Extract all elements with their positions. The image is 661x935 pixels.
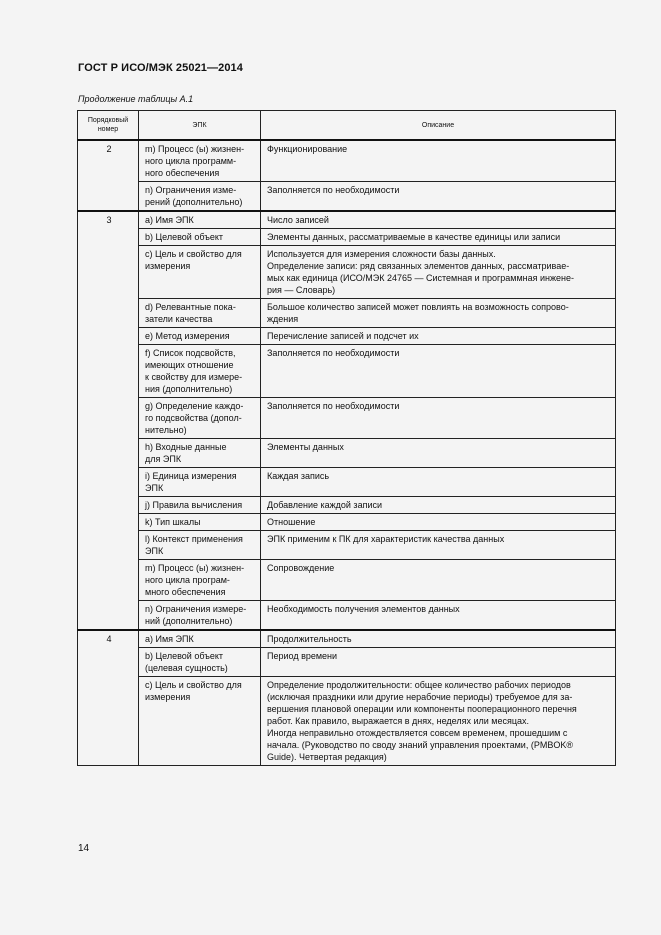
table-row — [78, 229, 616, 246]
description-cell: Функционирование — [261, 140, 616, 182]
epk-cell: j) Правила вычисления — [139, 497, 261, 514]
description-cell: Заполняется по необходимости — [261, 398, 616, 439]
epk-cell: b) Целевой объект — [139, 229, 261, 246]
description-cell: Перечисление записей и подсчет их — [261, 328, 616, 345]
table-row — [78, 560, 616, 601]
epk-cell: h) Входные данные для ЭПК — [139, 439, 261, 468]
epk-cell: m) Процесс (ы) жизнен- ного цикла программ- ного обеспечения — [139, 140, 261, 182]
table-row — [78, 182, 616, 212]
epk-cell: n) Ограничения измере- ний (дополнительно) — [139, 601, 261, 631]
table-row — [78, 328, 616, 345]
epk-cell: a) Имя ЭПК — [139, 211, 261, 229]
description-cell: Отношение — [261, 514, 616, 531]
description-cell: Элементы данных, рассматриваемые в качестве единицы или записи — [261, 229, 616, 246]
epk-cell: c) Цель и свойство для измерения — [139, 677, 261, 766]
description-cell: Необходимость получения элементов данных — [261, 601, 616, 631]
description-cell: Используется для измерения сложности базы данных. Определение записи: ряд связанных элементов данных, рассматривае- мых как единица (ИСО/МЭК 24765 — Системная и программная инжене- рия — Словарь) — [261, 246, 616, 299]
table-header-row — [78, 111, 616, 141]
document-header: ГОСТ Р ИСО/МЭК 25021—2014 — [78, 62, 243, 74]
table-body — [78, 140, 616, 766]
description-cell: Элементы данных — [261, 439, 616, 468]
description-cell: Период времени — [261, 648, 616, 677]
row-number-cell: 2 — [78, 140, 139, 211]
table-row — [78, 299, 616, 328]
column-header-epk: ЭПК — [139, 111, 261, 141]
page-number: 14 — [78, 843, 90, 854]
table-row — [78, 601, 616, 631]
description-cell: Заполняется по необходимости — [261, 182, 616, 212]
table-row — [78, 531, 616, 560]
epk-cell: l) Контекст применения ЭПК — [139, 531, 261, 560]
column-header-description: Описание — [261, 111, 616, 141]
epk-cell: e) Метод измерения — [139, 328, 261, 345]
row-number-cell: 4 — [78, 630, 139, 766]
epk-cell: g) Определение каждо- го подсвойства (допол- нительно) — [139, 398, 261, 439]
row-number-cell: 3 — [78, 211, 139, 630]
epk-cell: a) Имя ЭПК — [139, 630, 261, 648]
description-cell: Добавление каждой записи — [261, 497, 616, 514]
table-row — [78, 630, 616, 648]
description-cell: Сопровождение — [261, 560, 616, 601]
column-header-number: Порядковый номер — [78, 111, 139, 141]
epk-cell: k) Тип шкалы — [139, 514, 261, 531]
description-cell: Определение продолжительности: общее количество рабочих периодов (исключая праздники или другие нерабочие периоды) требуемое для за- вершения плановой операции или компоненты пооперационного перечня работ. Как правило, выражается в днях, неделях или месяцах. Иногда неправильно отождествляется совсем временем, прошедшим с начала. (Руководство по своду знаний управления проектами, (PMBOK® Guide). Четвертая редакция) — [261, 677, 616, 766]
table-row — [78, 398, 616, 439]
table-row — [78, 439, 616, 468]
epk-cell: d) Релевантные пока- затели качества — [139, 299, 261, 328]
description-cell: Число записей — [261, 211, 616, 229]
table-row — [78, 211, 616, 229]
description-cell: Каждая запись — [261, 468, 616, 497]
table-row — [78, 246, 616, 299]
epk-cell: b) Целевой объект (целевая сущность) — [139, 648, 261, 677]
description-cell: Большое количество записей может повлиять на возможность сопрово- ждения — [261, 299, 616, 328]
epk-cell: c) Цель и свойство для измерения — [139, 246, 261, 299]
description-cell: Заполняется по необходимости — [261, 345, 616, 398]
table-caption: Продолжение таблицы А.1 — [78, 94, 194, 104]
description-cell: Продолжительность — [261, 630, 616, 648]
epk-cell: m) Процесс (ы) жизнен- ного цикла програм- много обеспечения — [139, 560, 261, 601]
epk-cell: f) Список подсвойств, имеющих отношение к свойству для измере- ния (дополнительно) — [139, 345, 261, 398]
epk-table — [77, 110, 616, 766]
table-row — [78, 648, 616, 677]
table-row — [78, 677, 616, 766]
table-row — [78, 497, 616, 514]
epk-cell: n) Ограничения изме- рений (дополнительно) — [139, 182, 261, 212]
description-cell: ЭПК применим к ПК для характеристик качества данных — [261, 531, 616, 560]
epk-cell: i) Единица измерения ЭПК — [139, 468, 261, 497]
table-row — [78, 140, 616, 182]
table-row — [78, 345, 616, 398]
table-row — [78, 514, 616, 531]
table-row — [78, 468, 616, 497]
